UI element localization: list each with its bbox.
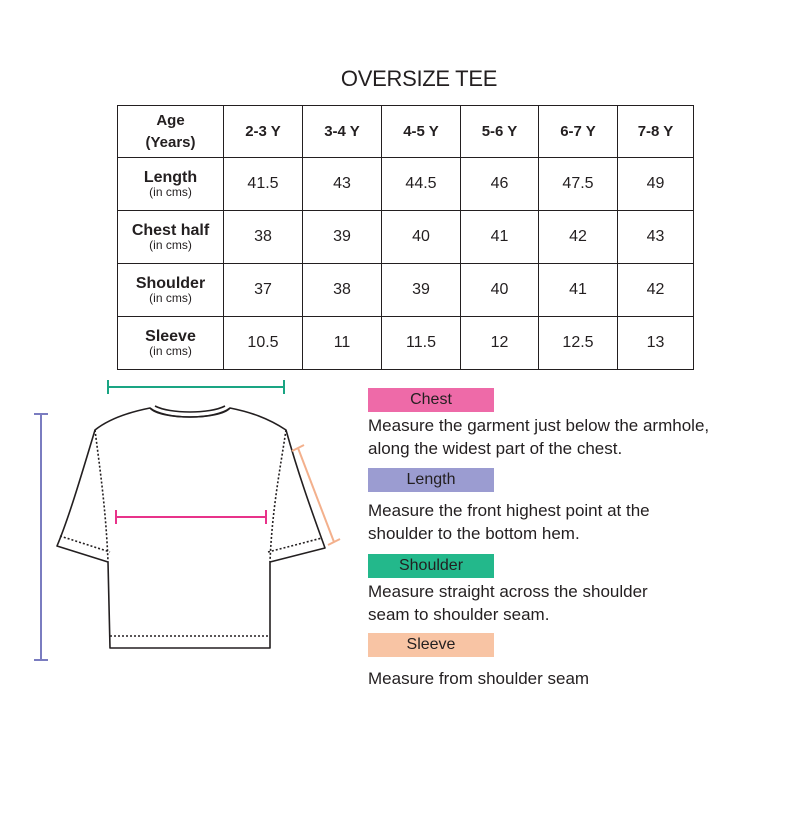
row-label-cell <box>118 158 224 211</box>
table-cell: 12 <box>461 317 539 370</box>
size-header: 4-5 Y <box>382 106 461 158</box>
tshirt-icon <box>0 370 360 670</box>
table-cell: 38 <box>303 264 382 317</box>
length-description-line1: Measure the front highest point at the <box>368 501 650 520</box>
table-cell: 11.5 <box>382 317 461 370</box>
table-cell: 42 <box>539 211 618 264</box>
table-cell: 44.5 <box>382 158 461 211</box>
table-cell: 40 <box>461 264 539 317</box>
sleeve-description-line1: Measure from shoulder seam <box>368 669 590 688</box>
row-unit: (in cms) <box>149 185 192 199</box>
row-label-cell <box>118 264 224 317</box>
chest-chip: Chest <box>368 388 494 412</box>
size-header: 6-7 Y <box>539 106 618 158</box>
row-label-cell <box>118 317 224 370</box>
table-row-sleeve <box>118 317 694 370</box>
table-cell: 39 <box>382 264 461 317</box>
size-header: 7-8 Y <box>618 106 694 158</box>
table-row-chest <box>118 211 694 264</box>
row-unit: (in cms) <box>149 238 192 252</box>
table-cell: 11 <box>303 317 382 370</box>
size-header: 2-3 Y <box>224 106 303 158</box>
age-header-cell <box>118 106 224 158</box>
tshirt-outline <box>57 406 325 648</box>
length-chip: Length <box>368 468 494 492</box>
table-cell: 10.5 <box>224 317 303 370</box>
size-header: 3-4 Y <box>303 106 382 158</box>
table-cell: 46 <box>461 158 539 211</box>
table-cell: 41.5 <box>224 158 303 211</box>
length-measure-line <box>34 414 48 660</box>
table-cell: 41 <box>461 211 539 264</box>
page-title: OVERSIZE TEE <box>340 66 498 91</box>
age-header-label: Age <box>156 111 185 129</box>
row-label-cell <box>118 211 224 264</box>
table-row-length <box>118 158 694 211</box>
row-label: Chest half <box>131 222 210 239</box>
shoulder-measure-line <box>108 380 284 394</box>
row-label: Length <box>143 169 198 186</box>
table-cell: 47.5 <box>539 158 618 211</box>
table-cell: 39 <box>303 211 382 264</box>
sleeve-measure-line <box>292 445 340 545</box>
length-description-line2: shoulder to the bottom hem. <box>368 524 580 543</box>
table-cell: 42 <box>618 264 694 317</box>
chest-measure-line <box>116 510 266 524</box>
table-cell: 38 <box>224 211 303 264</box>
age-header-unit: (Years) <box>145 133 196 151</box>
table-cell: 41 <box>539 264 618 317</box>
shoulder-chip: Shoulder <box>368 554 494 578</box>
shoulder-description-line2: seam to shoulder seam. <box>368 605 550 624</box>
table-cell: 49 <box>618 158 694 211</box>
size-header: 5-6 Y <box>461 106 539 158</box>
table-row-shoulder <box>118 264 694 317</box>
table-header-row <box>118 106 694 158</box>
row-unit: (in cms) <box>149 291 192 305</box>
table-cell: 43 <box>618 211 694 264</box>
row-label: Sleeve <box>145 328 196 345</box>
table-cell: 12.5 <box>539 317 618 370</box>
size-chart-table <box>117 105 694 370</box>
table-cell: 40 <box>382 211 461 264</box>
table-cell: 13 <box>618 317 694 370</box>
table-cell: 37 <box>224 264 303 317</box>
chest-description-line2: along the widest part of the chest. <box>368 439 623 458</box>
chest-description-line1: Measure the garment just below the armhole, <box>368 416 710 435</box>
sleeve-chip: Sleeve <box>368 633 494 657</box>
table-cell: 43 <box>303 158 382 211</box>
row-label: Shoulder <box>135 275 206 292</box>
shoulder-description-line1: Measure straight across the shoulder <box>368 582 648 601</box>
row-unit: (in cms) <box>149 344 192 358</box>
